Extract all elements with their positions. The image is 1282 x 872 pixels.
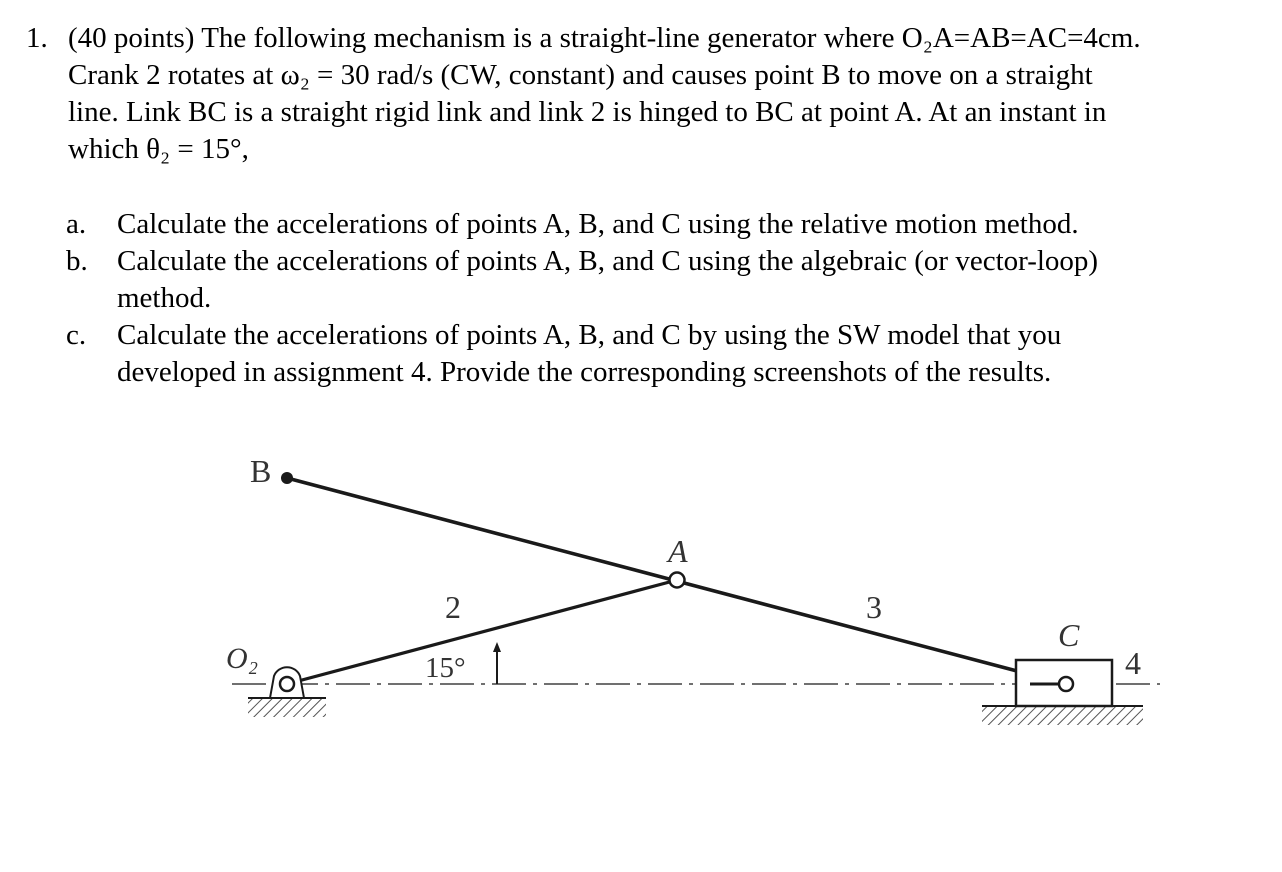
subpart-label: c. bbox=[66, 319, 87, 351]
ground-o2 bbox=[248, 698, 326, 717]
label-c: C bbox=[1058, 617, 1080, 653]
label-link-4: 4 bbox=[1125, 645, 1141, 681]
point-b-marker bbox=[281, 472, 293, 484]
angle-arrowhead bbox=[493, 642, 501, 652]
subpart-text: developed in assignment 4. Provide the corresponding screenshots of the results. bbox=[117, 356, 1052, 388]
statement-line-4: which θ₂ = 15°, bbox=[68, 133, 249, 165]
statement-line-2: Crank 2 rotates at ω₂ = 30 rad/s (CW, constant) and causes point B to move on a straight bbox=[68, 59, 1093, 91]
problem-number: 1. bbox=[26, 22, 48, 54]
subpart-text: Calculate the accelerations of points A, B, and C using the algebraic (or vector-loop) bbox=[117, 245, 1099, 277]
subpart-text: Calculate the accelerations of points A, B, and C by using the SW model that you bbox=[117, 319, 1062, 351]
pin-joint-a bbox=[670, 573, 685, 588]
label-link-3: 3 bbox=[866, 589, 882, 625]
subpart-label: a. bbox=[66, 208, 87, 240]
statement-line-1: (40 points) The following mechanism is a straight-line generator where O₂A=AB=AC=4cm. bbox=[68, 22, 1141, 54]
link-2 bbox=[287, 580, 677, 684]
label-b: B bbox=[250, 453, 272, 489]
label-o2: O₂ bbox=[226, 642, 259, 675]
label-a: A bbox=[668, 533, 688, 569]
label-link-2: 2 bbox=[445, 589, 461, 625]
subpart-text: Calculate the accelerations of points A, B, and C using the relative motion method. bbox=[117, 208, 1079, 240]
pivot-o2 bbox=[270, 667, 304, 698]
pin-joint-c bbox=[1059, 677, 1073, 691]
label-angle: 15° bbox=[425, 652, 466, 684]
ground-c bbox=[982, 706, 1143, 725]
statement-line-3: line. Link BC is a straight rigid link and link 2 is hinged to BC at point A. At an instant in bbox=[68, 96, 1107, 128]
subpart-text: method. bbox=[117, 282, 212, 314]
subpart-label: b. bbox=[66, 245, 88, 277]
